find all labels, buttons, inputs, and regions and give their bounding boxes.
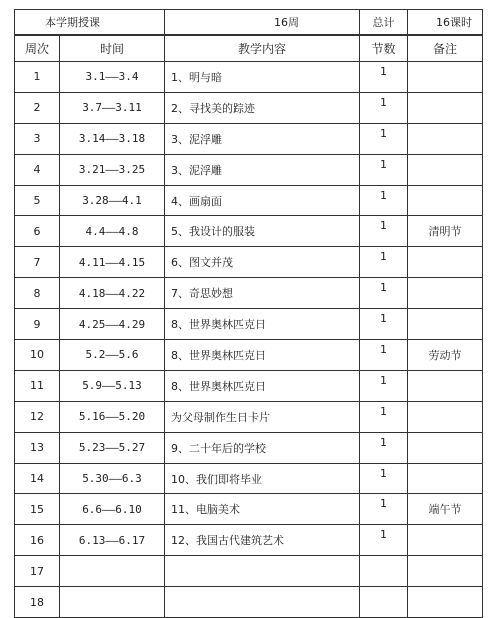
- cell-content: 8、世界奥林匹克日: [165, 370, 360, 401]
- cell-note: [408, 370, 483, 401]
- cell-content: 8、世界奥林匹克日: [165, 340, 360, 371]
- cell-week: 14: [15, 463, 60, 494]
- cell-content: 9、二十年后的学校: [165, 432, 360, 463]
- cell-content: 为父母制作生日卡片: [165, 401, 360, 432]
- cell-content: 2、寻找美的踪迹: [165, 92, 360, 123]
- cell-time: 5.30——6.3: [60, 463, 165, 494]
- cell-note: 端午节: [408, 494, 483, 525]
- cell-week: 18: [15, 587, 60, 618]
- cell-content: 3、泥浮雕: [165, 154, 360, 185]
- cell-time: 4.11——4.15: [60, 247, 165, 278]
- cell-note: [408, 62, 483, 93]
- header-hours: 节数: [360, 35, 408, 62]
- cell-note: [408, 556, 483, 587]
- cell-hours: 1: [360, 185, 408, 216]
- cell-week: 15: [15, 494, 60, 525]
- table-row: [15, 525, 483, 556]
- header-row: [15, 35, 483, 62]
- cell-hours: 1: [360, 525, 408, 556]
- cell-hours: [360, 556, 408, 587]
- cell-note: [408, 185, 483, 216]
- cell-hours: 1: [360, 432, 408, 463]
- cell-time: 3.14——3.18: [60, 123, 165, 154]
- table-row: [15, 463, 483, 494]
- cell-content: [165, 587, 360, 618]
- weeks-count: 16周: [165, 10, 360, 36]
- cell-note: [408, 587, 483, 618]
- cell-time: 3.21——3.25: [60, 154, 165, 185]
- cell-content: 5、我设计的服装: [165, 216, 360, 247]
- cell-content: 3、泥浮雕: [165, 123, 360, 154]
- cell-hours: 1: [360, 154, 408, 185]
- table-row: [15, 92, 483, 123]
- cell-content: 1、明与暗: [165, 62, 360, 93]
- cell-content: 11、电脑美术: [165, 494, 360, 525]
- schedule-table: [14, 9, 483, 618]
- cell-week: 17: [15, 556, 60, 587]
- table-row: [15, 216, 483, 247]
- cell-time: [60, 587, 165, 618]
- cell-hours: 1: [360, 463, 408, 494]
- cell-week: 4: [15, 154, 60, 185]
- cell-content: 6、图文并茂: [165, 247, 360, 278]
- cell-hours: 1: [360, 494, 408, 525]
- cell-week: 12: [15, 401, 60, 432]
- cell-hours: 1: [360, 309, 408, 340]
- table-row: [15, 278, 483, 309]
- cell-content: 12、我国古代建筑艺术: [165, 525, 360, 556]
- cell-time: 3.7——3.11: [60, 92, 165, 123]
- semester-label: 本学期授课: [15, 10, 165, 36]
- cell-note: [408, 247, 483, 278]
- cell-week: 5: [15, 185, 60, 216]
- cell-hours: [360, 587, 408, 618]
- cell-hours: 1: [360, 62, 408, 93]
- cell-hours: 1: [360, 340, 408, 371]
- cell-time: 5.16——5.20: [60, 401, 165, 432]
- cell-hours: 1: [360, 247, 408, 278]
- cell-hours: 1: [360, 401, 408, 432]
- cell-week: 10: [15, 340, 60, 371]
- table-row: [15, 154, 483, 185]
- table-row: [15, 556, 483, 587]
- cell-time: 3.1——3.4: [60, 62, 165, 93]
- header-time: 时间: [60, 35, 165, 62]
- cell-content: [165, 556, 360, 587]
- cell-note: [408, 401, 483, 432]
- table-row: [15, 494, 483, 525]
- cell-week: 9: [15, 309, 60, 340]
- table-row: [15, 401, 483, 432]
- cell-week: 2: [15, 92, 60, 123]
- cell-week: 1: [15, 62, 60, 93]
- cell-week: 8: [15, 278, 60, 309]
- table-row: [15, 123, 483, 154]
- cell-note: [408, 92, 483, 123]
- table-row: [15, 185, 483, 216]
- cell-note: [408, 463, 483, 494]
- cell-hours: 1: [360, 123, 408, 154]
- cell-content: 10、我们即将毕业: [165, 463, 360, 494]
- total-label: 总计: [360, 10, 408, 36]
- cell-content: 8、世界奥林匹克日: [165, 309, 360, 340]
- header-note: 备注: [408, 35, 483, 62]
- cell-note: [408, 525, 483, 556]
- total-hours: 16课时: [408, 10, 483, 36]
- table-row: [15, 247, 483, 278]
- cell-time: 5.9——5.13: [60, 370, 165, 401]
- cell-week: 11: [15, 370, 60, 401]
- cell-week: 13: [15, 432, 60, 463]
- cell-content: 4、画扇面: [165, 185, 360, 216]
- cell-time: 3.28——4.1: [60, 185, 165, 216]
- header-content: 教学内容: [165, 35, 360, 62]
- table-row: [15, 370, 483, 401]
- summary-row: [15, 10, 483, 36]
- cell-time: 4.18——4.22: [60, 278, 165, 309]
- cell-week: 6: [15, 216, 60, 247]
- header-week: 周次: [15, 35, 60, 62]
- table-row: [15, 62, 483, 93]
- cell-note: 劳动节: [408, 340, 483, 371]
- cell-note: [408, 309, 483, 340]
- cell-note: [408, 278, 483, 309]
- cell-week: 7: [15, 247, 60, 278]
- cell-time: 5.23——5.27: [60, 432, 165, 463]
- table-row: [15, 309, 483, 340]
- table-row: [15, 340, 483, 371]
- cell-hours: 1: [360, 216, 408, 247]
- cell-note: 清明节: [408, 216, 483, 247]
- cell-time: 5.2——5.6: [60, 340, 165, 371]
- cell-note: [408, 432, 483, 463]
- cell-hours: 1: [360, 278, 408, 309]
- cell-hours: 1: [360, 370, 408, 401]
- cell-week: 3: [15, 123, 60, 154]
- cell-time: 6.6——6.10: [60, 494, 165, 525]
- cell-note: [408, 123, 483, 154]
- cell-time: 4.25——4.29: [60, 309, 165, 340]
- cell-time: [60, 556, 165, 587]
- table-row: [15, 587, 483, 618]
- cell-week: 16: [15, 525, 60, 556]
- table-row: [15, 432, 483, 463]
- cell-time: 6.13——6.17: [60, 525, 165, 556]
- cell-note: [408, 154, 483, 185]
- cell-content: 7、奇思妙想: [165, 278, 360, 309]
- cell-time: 4.4——4.8: [60, 216, 165, 247]
- cell-hours: 1: [360, 92, 408, 123]
